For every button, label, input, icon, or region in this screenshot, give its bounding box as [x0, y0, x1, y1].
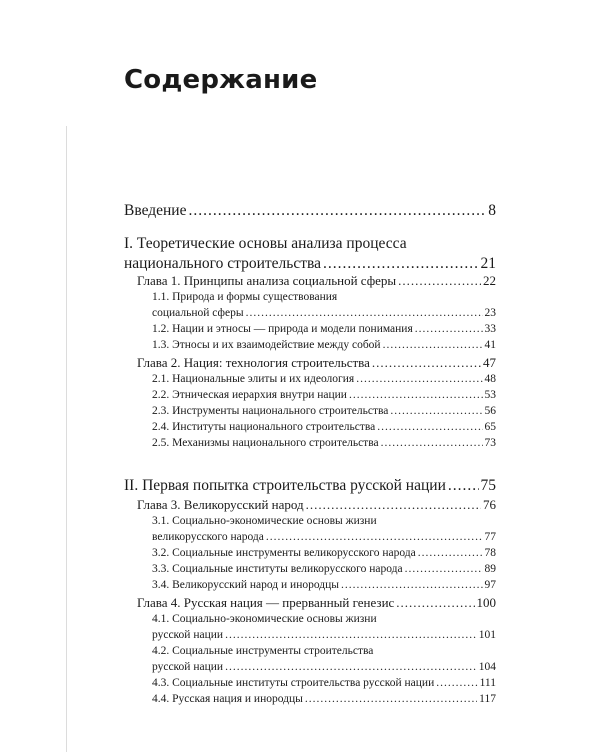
toc-section-4-1-line-1[interactable]: 4.1. Социально-экономические основы жизни: [152, 613, 377, 625]
toc-entry-title: II. Первая попытка строительства русской нации: [124, 477, 446, 494]
toc-section-3-3[interactable]: [152, 563, 496, 575]
toc-part-1-line-1[interactable]: I. Теоретические основы анализа процесса: [124, 235, 407, 252]
toc-page-number: 100: [476, 595, 496, 610]
toc-section-2-1[interactable]: [152, 373, 496, 385]
toc-page-number: 89: [484, 563, 496, 575]
toc-section-2-4[interactable]: [152, 421, 496, 433]
toc-leader-dots: [381, 437, 483, 449]
toc-entry-title: великорусского народа: [152, 531, 264, 543]
toc-section-4-3[interactable]: [152, 677, 496, 689]
toc-page-number: 53: [484, 389, 496, 401]
toc-page-number: 48: [484, 373, 496, 385]
toc-page-number: 78: [484, 547, 496, 559]
toc-entry-title: Глава 3. Великорусский народ: [137, 497, 304, 512]
toc-entry-title: русской нации: [152, 629, 224, 641]
toc-section-2-5[interactable]: [152, 437, 496, 449]
toc-page-number: 75: [480, 477, 496, 494]
toc-leader-dots: [448, 477, 479, 495]
toc-entry-title: социальной сферы: [152, 307, 244, 319]
toc-leader-dots: [418, 547, 483, 559]
toc-entry-title: национального строительства: [124, 255, 322, 272]
toc-chapter-2[interactable]: [137, 355, 496, 371]
toc-entry-title: Глава 2. Нация: технология строительства: [137, 355, 370, 370]
toc-leader-dots: [306, 497, 481, 513]
toc-section-1-1[interactable]: [152, 307, 496, 319]
toc-section-3-1[interactable]: [152, 531, 496, 543]
toc-leader-dots: [377, 421, 482, 433]
toc-leader-dots: [246, 307, 483, 319]
toc-entry-title: 2.1. Национальные элиты и их идеология: [152, 373, 355, 385]
page-title: Содержание: [124, 65, 318, 95]
toc-leader-dots: [188, 202, 486, 220]
toc-chapter-3[interactable]: [137, 497, 496, 513]
toc-leader-dots: [372, 355, 481, 371]
toc-part-1[interactable]: [124, 255, 496, 273]
toc-leader-dots: [405, 563, 483, 575]
toc-page-number: 65: [484, 421, 496, 433]
toc-section-1-1-line-1[interactable]: 1.1. Природа и формы существования: [152, 291, 338, 303]
toc-entry-title: 1.2. Нации и этносы — природа и модели понимания: [152, 323, 413, 335]
toc-entry-title: 3.4. Великорусский народ и инородцы: [152, 579, 340, 591]
toc-section-1-2[interactable]: [152, 323, 496, 335]
toc-page-number: 76: [483, 497, 496, 512]
toc-leader-dots: [390, 405, 482, 417]
toc-leader-dots: [436, 677, 477, 689]
toc-entry-title: Введение: [124, 202, 187, 219]
toc-page-number: 97: [484, 579, 496, 591]
toc-entry-title: 2.3. Инструменты национального строительства: [152, 405, 389, 417]
toc-section-3-2[interactable]: [152, 547, 496, 559]
toc-entry-title: 2.4. Институты национального строительства: [152, 421, 376, 433]
toc-leader-dots: [266, 531, 483, 543]
toc-page-number: 47: [483, 355, 496, 370]
toc-page-number: 111: [479, 677, 496, 689]
toc-page-number: 117: [479, 693, 496, 705]
toc-part-2[interactable]: [124, 477, 496, 495]
toc-entry-introduction[interactable]: [124, 202, 496, 220]
toc-leader-dots: [225, 661, 477, 673]
toc-entry-title: 2.5. Механизмы национального строительства: [152, 437, 379, 449]
toc-page-number: 101: [478, 629, 496, 641]
toc-page-number: 23: [484, 307, 496, 319]
toc-section-4-2[interactable]: [152, 661, 496, 673]
toc-page-number: 21: [480, 255, 496, 272]
toc-section-2-3[interactable]: [152, 405, 496, 417]
toc-page-number: 104: [478, 661, 496, 673]
toc-section-1-3[interactable]: [152, 339, 496, 351]
toc-entry-title: 2.2. Этническая иерархия внутри нации: [152, 389, 347, 401]
toc-entry-title: Глава 1. Принципы анализа социальной сферы: [137, 273, 397, 288]
toc-leader-dots: [341, 579, 482, 591]
toc-page-number: 73: [484, 437, 496, 449]
toc-leader-dots: [305, 693, 477, 705]
toc-chapter-1[interactable]: [137, 273, 496, 289]
toc-leader-dots: [225, 629, 477, 641]
toc-leader-dots: [398, 273, 481, 289]
toc-section-4-2-line-1[interactable]: 4.2. Социальные инструменты строительства: [152, 645, 374, 657]
toc-entry-title: 3.3. Социальные институты великорусского народа: [152, 563, 403, 575]
toc-section-2-2[interactable]: [152, 389, 496, 401]
toc-page-number: 22: [483, 273, 496, 288]
toc-section-3-1-line-1[interactable]: 3.1. Социально-экономические основы жизни: [152, 515, 377, 527]
toc-entry-title: 1.3. Этносы и их взаимодействие между собой: [152, 339, 381, 351]
toc-section-4-4[interactable]: [152, 693, 496, 705]
toc-page-number: 41: [484, 339, 496, 351]
toc-entry-title: русской нации: [152, 661, 224, 673]
toc-leader-dots: [415, 323, 483, 335]
toc-section-3-4[interactable]: [152, 579, 496, 591]
toc-chapter-4[interactable]: [137, 595, 496, 611]
toc-page-number: 33: [484, 323, 496, 335]
toc-page-number: 77: [484, 531, 496, 543]
toc-leader-dots: [356, 373, 482, 385]
toc-leader-dots: [396, 595, 474, 611]
toc-leader-dots: [349, 389, 483, 401]
toc-leader-dots: [323, 255, 478, 273]
toc-section-4-1[interactable]: [152, 629, 496, 641]
toc-entry-title: Глава 4. Русская нация — прерванный генезис: [137, 595, 395, 610]
toc-entry-title: 4.3. Социальные институты строительства русской нации: [152, 677, 435, 689]
toc-page-number: 8: [488, 202, 496, 219]
toc-leader-dots: [383, 339, 483, 351]
toc-entry-title: 3.2. Социальные инструменты великорусского народа: [152, 547, 416, 559]
toc-page-number: 56: [484, 405, 496, 417]
toc-entry-title: 4.4. Русская нация и инородцы: [152, 693, 303, 705]
